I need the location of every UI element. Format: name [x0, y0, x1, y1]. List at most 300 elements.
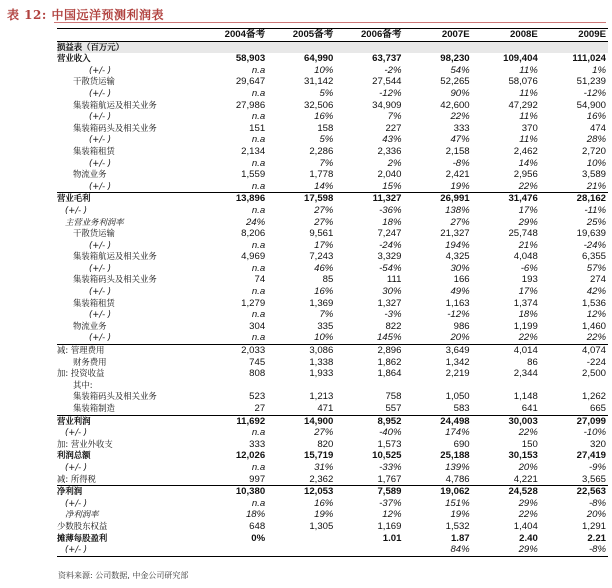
cell-value: 2%	[387, 157, 402, 169]
cell-value: 16%	[314, 497, 334, 509]
cell-value: 31,142	[303, 76, 334, 88]
cell-value: 1,369	[309, 297, 334, 309]
cell-value: 8,952	[335, 415, 403, 427]
cell-value: n.a	[251, 286, 266, 298]
cell-value: 27,544	[372, 76, 402, 88]
row-label: 利润总额	[57, 450, 91, 461]
cell-value: 25,748	[508, 228, 538, 240]
cell-value: 58,903	[235, 53, 266, 65]
cell-value: 2.21	[587, 532, 606, 544]
column-header-2007e: 2007E	[403, 29, 471, 42]
cell-value: -12%	[583, 87, 606, 99]
cell-value: 15,719	[303, 450, 334, 462]
cell-value: 30%	[450, 262, 470, 274]
cell-value: 27%	[450, 216, 470, 228]
cell-value: 11,327	[335, 193, 403, 205]
cell-value: 10%	[586, 157, 606, 169]
cell-value: 5%	[319, 134, 334, 146]
cell-value: 4,014	[472, 345, 540, 357]
cell-value: -33%	[379, 461, 402, 473]
cell-value	[335, 544, 403, 556]
row-label: 集装箱航运及相关业务	[73, 99, 157, 110]
row-label: (+/- )	[65, 204, 88, 215]
cell-value	[267, 380, 335, 392]
cell-value: 29%	[472, 544, 540, 556]
cell-value	[472, 380, 540, 392]
row-label: 主营业务利润率	[65, 216, 124, 227]
row-label: (+/- )	[65, 461, 88, 472]
cell-value: n.a	[251, 111, 266, 123]
table-row	[57, 88, 608, 100]
cell-value	[199, 380, 267, 392]
row-label: 摊薄每股盈利	[57, 532, 108, 543]
cell-value: 29%	[518, 216, 538, 228]
row-label: 净利润	[57, 486, 199, 498]
cell-value: 641	[521, 403, 538, 414]
cell-value: 27,099	[540, 415, 608, 427]
cell-value: 2,720	[581, 145, 606, 157]
cell-value: 1,199	[513, 320, 538, 332]
cell-value: 29%	[518, 497, 538, 509]
table-row	[57, 391, 608, 403]
cell-value: 3,086	[267, 345, 335, 357]
row-label: 集装箱码头及相关业务	[73, 391, 157, 402]
cell-value: 22%	[518, 180, 538, 192]
source-note: 资料来源: 公司数据, 中金公司研究部	[58, 571, 189, 580]
cell-value: 25%	[586, 216, 606, 228]
cell-value: 6,355	[581, 251, 606, 263]
cell-value: 474	[589, 122, 606, 134]
cell-value: -8%	[540, 544, 608, 556]
row-label: (+/- )	[89, 332, 112, 343]
cell-value	[540, 380, 608, 392]
cell-value: 21%	[518, 239, 538, 251]
cell-value: 14,900	[267, 415, 335, 427]
cell-value: 1,573	[377, 438, 402, 450]
income-statement-table	[57, 28, 608, 557]
cell-value: 25,188	[440, 450, 470, 462]
cell-value: 19,062	[403, 486, 471, 498]
table-row	[57, 415, 608, 427]
cell-value: 11%	[519, 87, 538, 99]
cell-value	[472, 41, 540, 53]
cell-value: 24,528	[472, 486, 540, 498]
cell-value: 18%	[245, 509, 266, 521]
cell-value: n.a	[251, 239, 266, 251]
cell-value: 10,525	[372, 450, 402, 462]
cell-value: 1,163	[445, 297, 470, 309]
row-label: 干散货运输	[73, 228, 115, 239]
cell-value: 47%	[450, 134, 470, 146]
cell-value: 4,221	[513, 473, 538, 485]
cell-value: 7%	[319, 157, 334, 169]
cell-value: n.a	[251, 427, 266, 439]
cell-value: 4,325	[445, 251, 470, 263]
cell-value: 2.40	[519, 532, 538, 544]
row-label: 营业利润	[57, 415, 199, 427]
cell-value: 5%	[319, 87, 334, 99]
table-row	[57, 134, 608, 146]
row-label: 营业收入	[57, 53, 91, 64]
cell-value	[403, 41, 471, 53]
row-label: 加: 投资收益	[57, 368, 105, 379]
column-header-2006: 2006备考	[335, 29, 403, 42]
cell-value: 1,778	[309, 169, 334, 181]
table-row	[57, 228, 608, 240]
cell-value: 2,040	[377, 169, 402, 181]
cell-value: 24,498	[403, 415, 471, 427]
cell-value: 74	[254, 274, 266, 286]
cell-value: 52,265	[440, 76, 470, 88]
cell-value: -9%	[588, 461, 606, 473]
row-label: 加: 营业外收支	[57, 438, 113, 449]
row-label: 财务费用	[73, 356, 107, 367]
cell-value: 2,896	[335, 345, 403, 357]
cell-value: 194%	[445, 239, 470, 251]
cell-value: 2,134	[241, 145, 266, 157]
cell-value: 139%	[445, 461, 470, 473]
cell-value: 150	[521, 438, 538, 450]
cell-value: 27	[254, 403, 266, 414]
cell-value: 19%	[450, 180, 470, 192]
cell-value: 22%	[518, 427, 538, 439]
cell-value: 2,462	[513, 145, 538, 157]
row-label: (+/- )	[65, 427, 88, 438]
row-label: 其中:	[73, 379, 93, 390]
cell-value: 20%	[586, 509, 606, 521]
cell-value: 166	[453, 274, 470, 286]
cell-value: 1,262	[581, 391, 606, 403]
cell-value: 1.87	[450, 532, 470, 544]
row-label: (+/- )	[89, 87, 112, 98]
row-label: 损益表（百万元）	[57, 41, 199, 53]
cell-value	[199, 41, 267, 53]
cell-value: 17%	[518, 286, 538, 298]
cell-value: 2,158	[445, 145, 470, 157]
cell-value: -3%	[384, 309, 402, 321]
cell-value: 54%	[450, 64, 470, 76]
cell-value: -11%	[584, 204, 606, 216]
cell-value: 27%	[314, 427, 334, 439]
cell-value: 27,986	[235, 99, 266, 111]
cell-value: 10,380	[199, 486, 267, 498]
cell-value: 745	[249, 356, 266, 368]
cell-value: -10%	[583, 427, 606, 439]
cell-value: -2%	[384, 64, 402, 76]
cell-value: 2,344	[513, 368, 538, 380]
row-label: 集装箱码头及相关业务	[73, 274, 157, 285]
table-row	[57, 76, 608, 88]
cell-value: 12,053	[267, 486, 335, 498]
cell-value: 665	[589, 403, 606, 414]
table-row	[57, 193, 608, 205]
cell-value: 2,956	[513, 169, 538, 181]
row-label: 集装箱租赁	[73, 145, 115, 156]
cell-value: -8%	[452, 157, 470, 169]
cell-value: 16%	[314, 111, 334, 123]
cell-value: 12%	[382, 509, 402, 521]
cell-value: 4,969	[241, 251, 266, 263]
column-header-label	[57, 29, 199, 42]
row-label: (+/- )	[89, 262, 112, 273]
table-row	[57, 181, 608, 193]
cell-value: n.a	[251, 461, 266, 473]
row-label: 物流业务	[73, 320, 107, 331]
table-row	[57, 205, 608, 217]
cell-value: 27%	[314, 204, 334, 216]
row-label: 净利润率	[65, 509, 99, 520]
cell-value: 7%	[387, 111, 402, 123]
cell-value: 138%	[445, 204, 470, 216]
cell-value: 22%	[518, 332, 538, 344]
cell-value: 30%	[382, 286, 402, 298]
cell-value: 42,600	[440, 99, 470, 111]
cell-value: 1,305	[309, 520, 334, 532]
cell-value: -12%	[379, 87, 402, 99]
table-row	[57, 41, 608, 53]
row-label: 集装箱码头及相关业务	[73, 122, 157, 133]
row-label: (+/- )	[89, 157, 112, 168]
cell-value: 557	[385, 403, 402, 414]
table-row	[57, 100, 608, 112]
table-row	[57, 169, 608, 181]
cell-value: 31%	[314, 461, 334, 473]
cell-value: n.a	[251, 309, 266, 321]
cell-value: 2,500	[581, 368, 606, 380]
cell-value: 85	[322, 274, 334, 286]
cell-value: 1,864	[377, 368, 402, 380]
table-row	[57, 427, 608, 439]
cell-value: 758	[385, 391, 402, 403]
row-label: 减: 所得税	[57, 473, 96, 484]
table-row	[57, 274, 608, 286]
cell-value: 63,737	[372, 53, 402, 65]
cell-value: -54%	[379, 262, 402, 274]
cell-value: 21,327	[440, 228, 470, 240]
cell-value: -24%	[583, 239, 606, 251]
cell-value: 42%	[586, 286, 606, 298]
cell-value: 29,647	[235, 76, 266, 88]
cell-value: 51,239	[576, 76, 606, 88]
cell-value: 27,419	[576, 450, 606, 462]
cell-value: 17,598	[267, 193, 335, 205]
cell-value: n.a	[251, 87, 266, 99]
cell-value	[335, 41, 403, 53]
table-row	[57, 146, 608, 158]
cell-value: 822	[385, 320, 402, 332]
cell-value: 1,213	[309, 391, 334, 403]
cell-value	[267, 544, 335, 556]
table-row	[57, 462, 608, 474]
cell-value: 11%	[519, 111, 538, 123]
cell-value: 0%	[251, 532, 266, 544]
cell-value: 84%	[403, 544, 471, 556]
cell-value: 2,336	[377, 145, 402, 157]
cell-value: 145%	[376, 332, 402, 344]
cell-value: 333	[249, 438, 266, 450]
cell-value: 111,024	[572, 53, 606, 65]
row-label: (+/- )	[89, 180, 112, 191]
cell-value: 18%	[518, 309, 538, 321]
cell-value: 1,460	[581, 320, 606, 332]
row-label: (+/- )	[89, 134, 112, 145]
cell-value: 370	[521, 122, 538, 134]
table-row	[57, 509, 608, 521]
cell-value: 151	[249, 122, 266, 134]
cell-value: 986	[453, 320, 470, 332]
cell-value: 19%	[450, 509, 470, 521]
table-row	[57, 544, 608, 556]
row-label: (+/- )	[57, 544, 199, 556]
table-row	[57, 309, 608, 321]
row-label: 减: 管理费用	[57, 345, 199, 357]
cell-value: 1%	[592, 64, 606, 76]
table-row	[57, 403, 608, 415]
cell-value: 28%	[586, 134, 606, 146]
row-label: 少数股东权益	[57, 520, 108, 531]
table-body	[57, 41, 608, 556]
cell-value: n.a	[251, 497, 266, 509]
cell-value: 16%	[586, 111, 606, 123]
cell-value: n.a	[251, 134, 266, 146]
cell-value: 12,026	[235, 450, 266, 462]
cell-value: 26,991	[403, 193, 471, 205]
cell-value: 151%	[445, 497, 470, 509]
cell-value: n.a	[251, 204, 266, 216]
table-row	[57, 123, 608, 135]
cell-value: 1,559	[241, 169, 266, 181]
table-row	[57, 439, 608, 451]
cell-value: 690	[453, 438, 470, 450]
table-row	[57, 217, 608, 229]
cell-value: 3,565	[581, 473, 606, 485]
cell-value: 8,206	[241, 228, 266, 240]
cell-value: 4,786	[445, 473, 470, 485]
cell-value: 3,649	[403, 345, 471, 357]
cell-value: 19%	[314, 509, 334, 521]
cell-value: 54,900	[576, 99, 606, 111]
cell-value: 22%	[586, 332, 606, 344]
cell-value: 13,896	[199, 193, 267, 205]
cell-value: 10%	[314, 64, 334, 76]
cell-value: n.a	[251, 180, 266, 192]
table-title: 表 12: 中国远洋预测利润表	[7, 8, 164, 22]
cell-value: 57%	[586, 262, 606, 274]
cell-value: 274	[589, 274, 606, 286]
cell-value: 304	[249, 320, 266, 332]
cell-value: -8%	[588, 497, 606, 509]
column-header-2008e: 2008E	[472, 29, 540, 42]
cell-value: 7%	[319, 309, 334, 321]
cell-value: -37%	[379, 497, 402, 509]
cell-value: 4,048	[513, 251, 538, 263]
table-row	[57, 474, 608, 486]
row-label: (+/- )	[65, 497, 88, 508]
table-row	[57, 65, 608, 77]
table-row	[57, 533, 608, 545]
cell-value: 3,329	[377, 251, 402, 263]
row-label: (+/- )	[89, 64, 112, 75]
cell-value: 227	[385, 122, 402, 134]
table-row	[57, 380, 608, 392]
cell-value: 16%	[314, 286, 334, 298]
cell-value: 158	[317, 122, 334, 134]
cell-value	[267, 533, 335, 545]
cell-value	[199, 544, 267, 556]
cell-value: 10%	[314, 332, 334, 344]
row-label: (+/- )	[89, 286, 112, 297]
cell-value: 1,862	[377, 356, 402, 368]
table-row	[57, 286, 608, 298]
table-row	[57, 357, 608, 369]
cell-value: n.a	[251, 157, 266, 169]
cell-value: 20%	[518, 461, 538, 473]
cell-value: 333	[453, 122, 470, 134]
cell-value: 7,243	[309, 251, 334, 263]
cell-value: 3,589	[581, 169, 606, 181]
cell-value: 90%	[450, 87, 470, 99]
row-label: 集装箱租赁	[73, 297, 115, 308]
cell-value: 997	[249, 473, 266, 485]
cell-value	[335, 380, 403, 392]
cell-value: 14%	[518, 157, 538, 169]
cell-value: 111	[386, 274, 402, 286]
cell-value: 4,074	[540, 345, 608, 357]
cell-value: 47,292	[508, 99, 538, 111]
cell-value: 1,327	[377, 297, 402, 309]
table-row	[57, 111, 608, 123]
cell-value: 109,404	[503, 53, 538, 65]
cell-value: 2,219	[445, 368, 470, 380]
cell-value: 21%	[586, 180, 606, 192]
cell-value: 1,404	[513, 520, 538, 532]
row-label: 集装箱制造	[73, 403, 115, 413]
cell-value: 17%	[518, 204, 538, 216]
row-label: (+/- )	[89, 309, 112, 320]
cell-value: 22,563	[540, 486, 608, 498]
table-row	[57, 53, 608, 65]
cell-value: 32,506	[303, 99, 334, 111]
table-row	[57, 498, 608, 510]
table-row	[57, 240, 608, 252]
header-row	[57, 29, 608, 42]
table-row	[57, 368, 608, 380]
cell-value: n.a	[251, 262, 266, 274]
title-divider	[54, 22, 606, 23]
cell-value: 46%	[314, 262, 334, 274]
cell-value: 22%	[518, 509, 538, 521]
cell-value: 58,076	[508, 76, 538, 88]
cell-value	[267, 41, 335, 53]
cell-value: 49%	[450, 286, 470, 298]
cell-value: 12%	[586, 309, 606, 321]
table-row	[57, 158, 608, 170]
row-label: (+/- )	[89, 111, 112, 122]
cell-value: 1.01	[382, 532, 402, 544]
cell-value: 27%	[314, 216, 334, 228]
table-row	[57, 321, 608, 333]
cell-value: 320	[589, 438, 606, 450]
cell-value: 11,692	[199, 415, 267, 427]
cell-value: 648	[249, 520, 266, 532]
cell-value: 18%	[382, 216, 402, 228]
cell-value: 1,342	[445, 356, 470, 368]
cell-value	[540, 41, 608, 53]
row-label: 物流业务	[73, 169, 107, 180]
table-row	[57, 251, 608, 263]
cell-value: -12%	[447, 309, 470, 321]
cell-value: -24%	[379, 239, 402, 251]
